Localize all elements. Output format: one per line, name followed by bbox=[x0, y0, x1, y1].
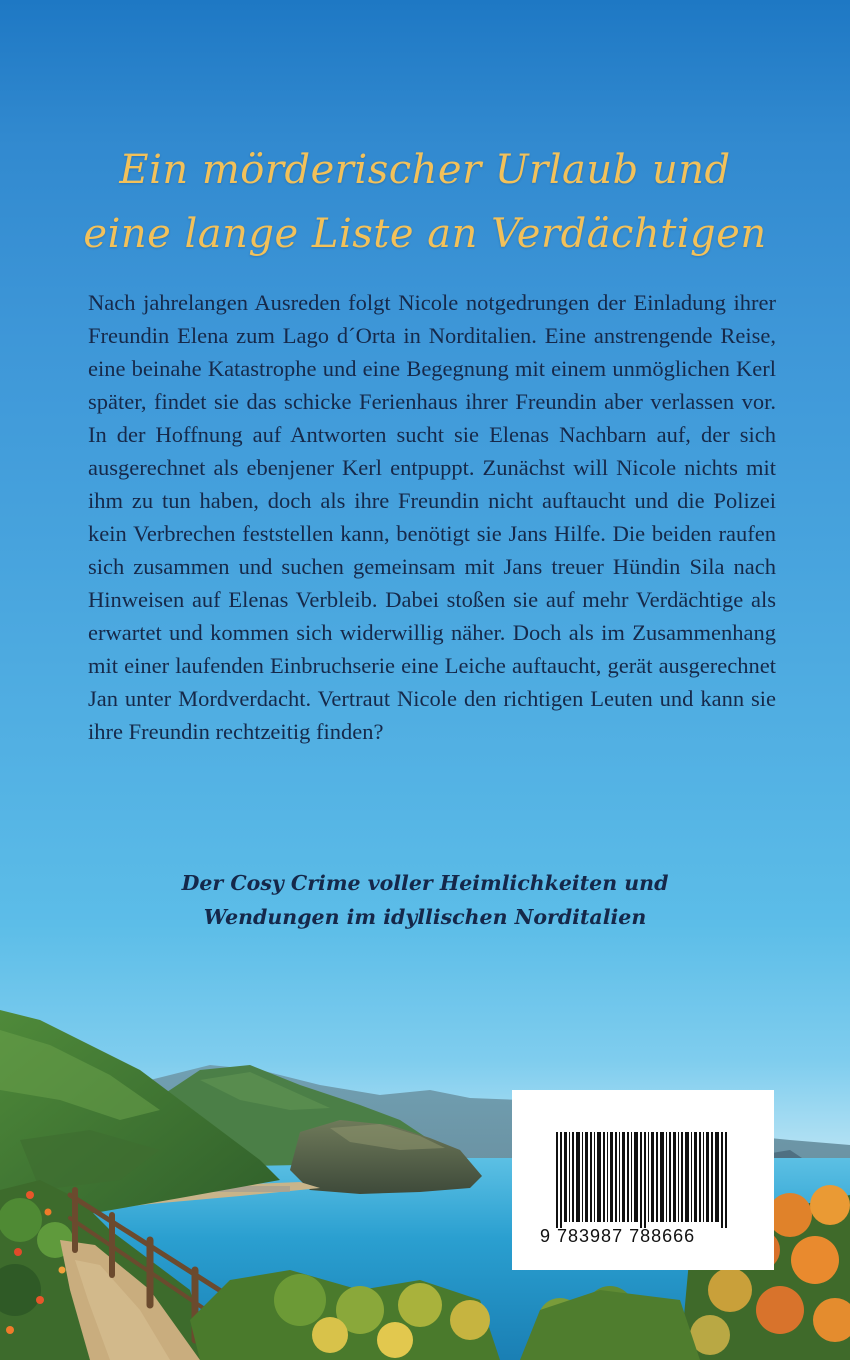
isbn-digits: 9 783987 788666 bbox=[540, 1226, 696, 1246]
tagline-line-1: Ein mörderischer Urlaub und bbox=[119, 147, 731, 193]
tagline-line-2: eine lange Liste an Verdächtigen bbox=[83, 211, 767, 257]
barcode-icon bbox=[556, 1132, 732, 1232]
barcode-label bbox=[512, 1090, 774, 1270]
tagline bbox=[60, 138, 790, 266]
subline-line-2: Wendungen im idyllischen Norditalien bbox=[203, 905, 647, 929]
subline-line-1: Der Cosy Crime voller Heimlichkeiten und bbox=[181, 871, 669, 895]
subline bbox=[60, 866, 790, 934]
blurb-text: Nach jahrelangen Ausreden folgt Nicole notgedrungen der Einladung ihrer Freundin Elena zum Lago d´Orta in Norditalien. Eine anstrengende Reise, eine beinahe Katastrophe und eine Begegnung mit einem unmöglichen Kerl später, findet sie das schicke Ferienhaus ihrer Freundin aber verlassen vor. In der Hoffnung auf Antworten sucht sie Elenas Nachbarn auf, der sich ausgerechnet als ebenjener Kerl entpuppt. Zunächst will Nicole nichts mit ihm zu tun haben, doch als ihre Freundin nicht auftaucht und die Polizei kein Verbrechen feststellen kann, benötigt sie Jans Hilfe. Die beiden raufen sich zusammen und suchen gemeinsam mit Jans treuer Hündin Sila nach Hinweisen auf Elenas Verbleib. Dabei stoßen sie auf mehr Verdächtige als erwartet und kommen sich widerwillig näher. Doch als im Zusammenhang mit einer laufenden Einbruchserie eine Leiche auftaucht, gerät ausgerechnet Jan unter Mordverdacht. Vertraut Nicole den richtigen Leuten und kann sie ihre Freundin rechtzeitig finden? bbox=[88, 290, 776, 744]
